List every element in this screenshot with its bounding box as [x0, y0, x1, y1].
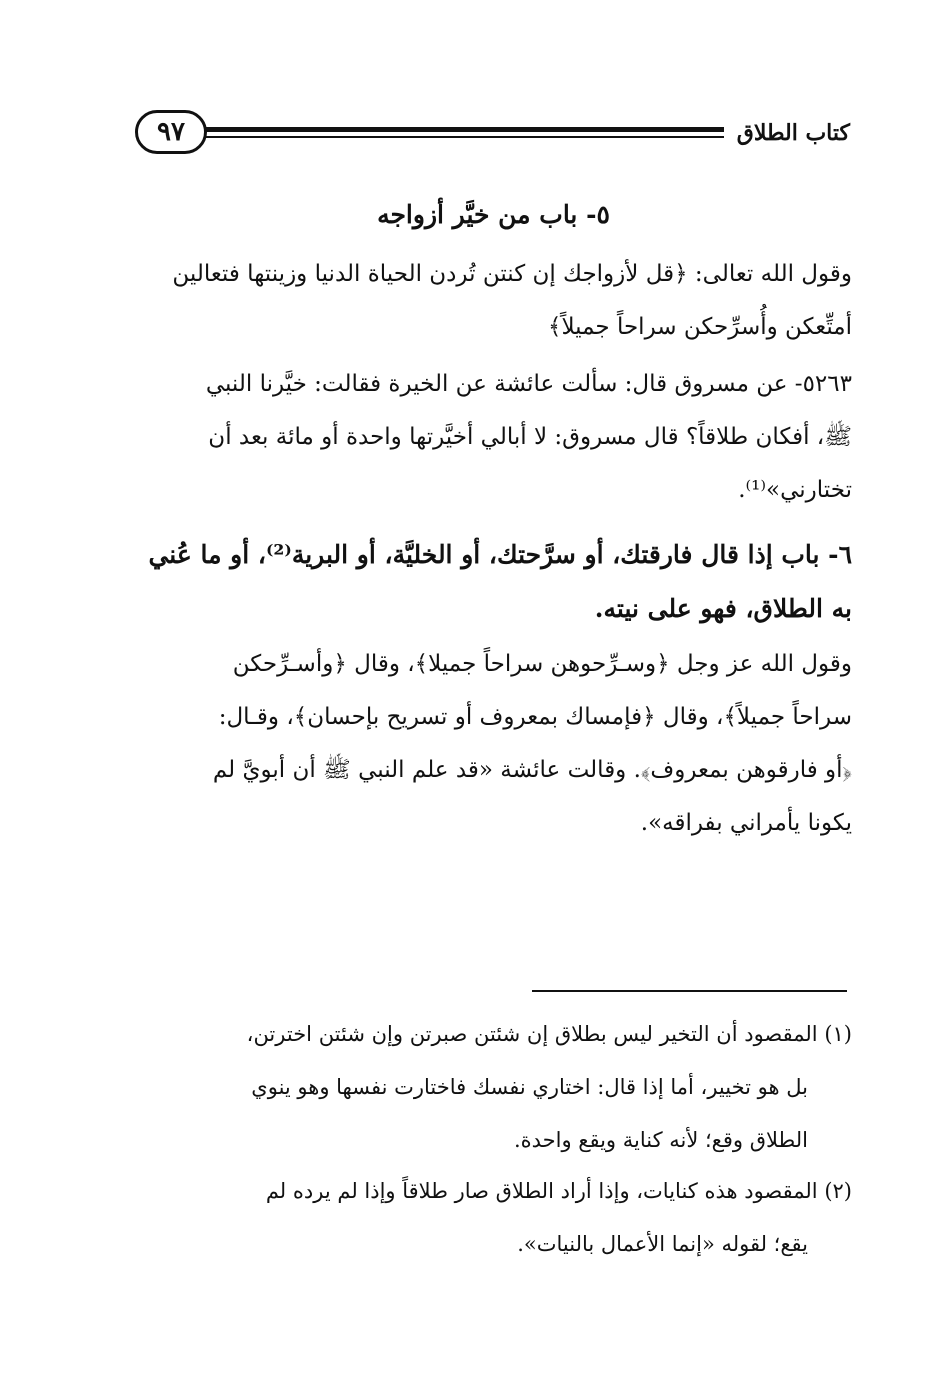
footnote-line: (١) المقصود أن التخير ليس بطلاق إن شئتن صبرتن وإن شئتن اخترتن،	[246, 1022, 852, 1046]
section-5-heading: ٥- باب من خيَّر أزواجه	[377, 200, 610, 229]
section-5-quran-paragraph	[133, 248, 852, 354]
paragraph-line: ﴿أو فارقوهن بمعروف﴾. وقالت عائشة «قد علم النبي ﷺ أن أبويَّ لم	[212, 757, 852, 783]
paragraph-line: تختارني»⁽¹⁾.	[738, 477, 852, 503]
section-6-body-paragraph	[133, 638, 852, 850]
paragraph-line: سراحاً جميلاً﴾، وقال ﴿فإمساك بمعروف أو تسريح بإحسان﴾، وقـال:	[218, 704, 852, 730]
heading-line: ٦- باب إذا قال فارقتك، أو سرَّحتك، أو الخليَّة، أو البرية⁽²⁾، أو ما عُني	[148, 540, 852, 569]
paragraph-line: ٥٢٦٣- عن مسروق قال: سألت عائشة عن الخيرة فقالت: خيَّرنا النبي	[205, 371, 852, 397]
paragraph-line: أمتِّعكن وأُسرِّحكن سراحاً جميلاً﴾	[547, 314, 852, 340]
footnote-separator	[532, 990, 847, 992]
page-header	[135, 108, 850, 158]
footnote-line: الطلاق وقع؛ لأنه كناية ويقع واحدة.	[513, 1128, 808, 1152]
header-rule-thin	[203, 136, 724, 138]
heading-line: به الطلاق، فهو على نيته.	[594, 594, 852, 623]
paragraph-line: وقول الله عز وجل ﴿وسـرِّحوهن سراحاً جميلا﴾، وقال ﴿وأسـرِّحكن	[232, 651, 852, 677]
hadith-5263-paragraph	[133, 358, 852, 517]
book-title: كتاب الطلاق	[736, 120, 850, 146]
footnote-line: بل هو تخيير، أما إذا قال: اختاري نفسك فاختارت نفسها وهو ينوي	[251, 1075, 808, 1099]
paragraph-line: ﷺ، أفكان طلاقاً؟ قال مسروق: لا أبالي أخيَّرتها واحدة أو مائة بعد أن	[208, 424, 852, 450]
section-6-heading	[133, 528, 852, 636]
header-rule-thick	[203, 127, 724, 132]
footnote-line: يقع؛ لقوله «إنما الأعمال بالنيات».	[517, 1232, 808, 1256]
paragraph-line: يكونا يأمراني بفراقه».	[640, 810, 852, 836]
paragraph-line: وقول الله تعالى: ﴿قل لأزواجك إن كنتن تُردن الحياة الدنيا وزينتها فتعالين	[172, 261, 852, 287]
footnote-line: (٢) المقصود هذه كنايات، وإذا أراد الطلاق صار طلاقاً وإذا لم يرده لم	[265, 1179, 852, 1203]
footnote-1	[133, 1008, 852, 1167]
page-number-badge: ٩٧	[135, 110, 207, 154]
footnote-2	[133, 1165, 852, 1271]
